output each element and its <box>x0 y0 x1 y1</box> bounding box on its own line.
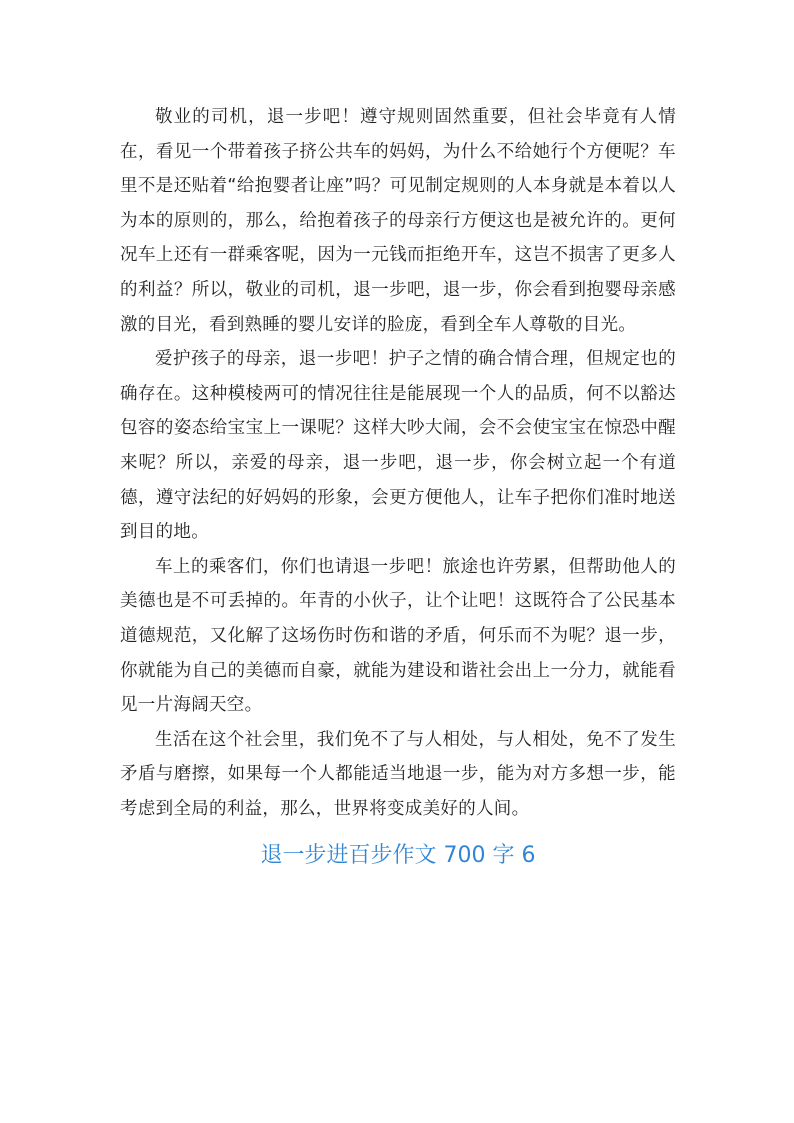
essay-heading: 退一步进百步作文 700 字 6 <box>260 843 536 869</box>
paragraph-passengers: 车上的乘客们，你们也请退一步吧！旅途也许劳累，但帮助他人的美德也是不可丢掉的。年青的小伙子，让个让吧！这既符合了公民基本道德规范，又化解了这场伤时伤和谐的矛盾，何乐而不为呢？退一步，你就能为自己的美德而自豪，就能为建设和谐社会出上一分力，就能看见一片海阔天空。 <box>120 556 676 716</box>
paragraph-mother: 爱护孩子的母亲，退一步吧！护子之情的确合情合理，但规定也的确存在。这种模棱两可的情况往往是能展现一个人的品质，何不以豁达包容的姿态给宝宝上一课呢？这样大吵大闹，会不会使宝宝在惊恐中醒来呢？所以，亲爱的母亲，退一步吧，退一步，你会树立起一个有道德，遵守法纪的好妈妈的形象，会更方便他人，让车子把你们准时地送到目的地。 <box>120 349 676 543</box>
paragraph-driver: 敬业的司机，退一步吧！遵守规则固然重要，但社会毕竟有人情在，看见一个带着孩子挤公共车的妈妈，为什么不给她行个方便呢？车里不是还贴着“给抱婴者让座”吗？可见制定规则的人本身就是本着以人为本的原则的，那么，给抱着孩子的母亲行方便这也是被允许的。更何况车上还有一群乘客呢，因为一元钱而拒绝开车，这岂不损害了更多人的利益？所以，敬业的司机，退一步吧，退一步，你会看到抱婴母亲感激的目光，看到熟睡的婴儿安详的脸庞，看到全车人尊敬的目光。 <box>120 107 676 335</box>
paragraph-conclusion: 生活在这个社会里，我们免不了与人相处，与人相处，免不了发生矛盾与磨擦，如果每一个人都能适当地退一步，能为对方多想一步，能考虑到全局的利益，那么，世界将变成美好的人间。 <box>120 729 676 819</box>
document-body <box>120 100 676 876</box>
